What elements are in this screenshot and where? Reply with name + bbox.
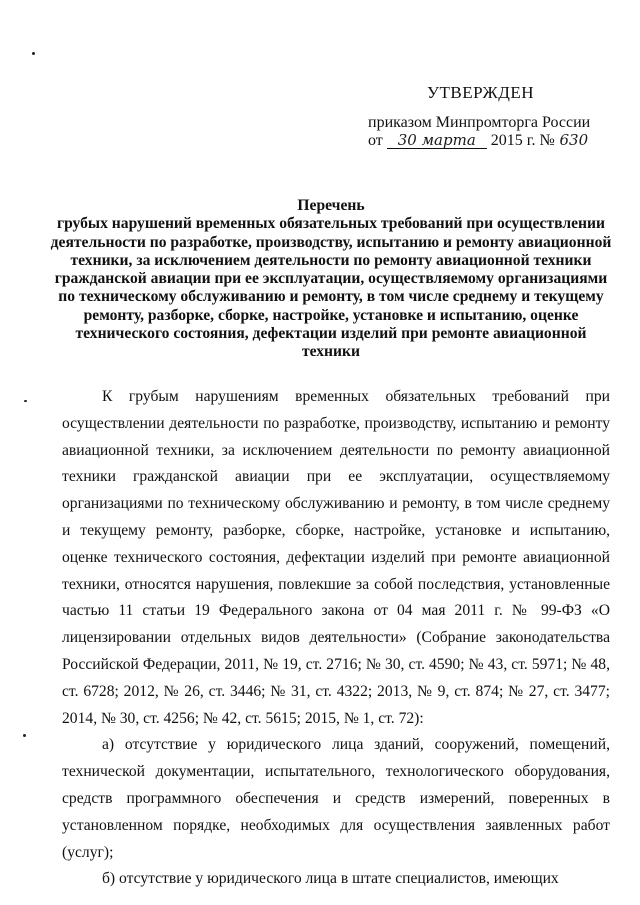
- order-from-label: от: [368, 132, 383, 149]
- title-line: техники: [301, 343, 360, 361]
- handwritten-order-number: 630: [559, 131, 589, 149]
- title-line: деятельности по разработке, производству, испытанию и ремонту авиационной: [50, 233, 612, 251]
- handwritten-date: 30 марта: [387, 132, 487, 149]
- title-line: грубых нарушений временных обязательных требований при осуществлении: [57, 215, 605, 233]
- title-line: техники, за исключением деятельности по ремонту авиационной техники: [70, 251, 592, 269]
- title-line: гражданской авиации при ее эксплуатации, осуществляемому организациями: [54, 270, 608, 288]
- body-paragraph-intro: К грубым нарушениям временных обязательных требований при осуществлении деятельности по разработке, производству, испытанию и ремонту авиационной техники, за исключением деятельности по ремонту авиационной техники гражданской авиации при ее эксплуатации, осуществляемому организациями по техническому обслуживанию и ремонту, в том числе среднему и текущему ремонту, разборке, сборке, настройке, установке и испытанию, оценке технического состояния, дефектации изделий при ремонте авиационной техники, относятся нарушения, повлекшие за собой последствия, установленные частью 11 статьи 19 Федерального закона от 04 мая 2011 г. № 99-ФЗ «О лицензировании отдельных видов деятельности» (Собрание законодательства Российской Федерации, 2011, № 19, ст. 2716; № 30, ст. 4590; № 43, ст. 5971; № 48, ст. 6728; 2012, № 26, ст. 3446; № 31, ст. 4322; 2013, № 9, ст. 874; № 27, ст. 3477; 2014, № 30, ст. 4256; № 42, ст. 5615; 2015, № 1, ст. 72):: [62, 388, 610, 727]
- title-line: Перечень: [297, 197, 365, 214]
- scan-speck: [32, 52, 35, 55]
- body-paragraph-item-a: а) отсутствие у юридического лица зданий, сооружений, помещений, технической документации, испытательного, технологического оборудования, средств программного обеспечения и средств измерений, поверенных в установленном порядке, необходимых для осуществления заявленных работ (услуг);: [62, 736, 610, 861]
- order-reference-line: приказом Минпромторга России: [368, 114, 591, 131]
- scan-speck: [24, 400, 27, 402]
- document-title: [48, 197, 614, 362]
- body-paragraph-item-b: б) отсутствие у юридического лица в штате специалистов, имеющих: [102, 870, 559, 888]
- document-body: [62, 384, 610, 893]
- title-line: ремонту, разборке, сборке, настройке, установке и испытанию, оценке: [83, 306, 579, 324]
- title-line: по техническому обслуживанию и ремонту, в том числе среднему и текущему: [58, 288, 604, 306]
- title-line: технического состояния, дефектации изделий при ремонте авиационной: [75, 325, 587, 343]
- order-date-line: [368, 132, 589, 150]
- approved-heading: УТВЕРЖДЕН: [427, 83, 534, 102]
- scan-speck: [23, 734, 26, 737]
- order-year-label: 2015 г. №: [490, 132, 555, 149]
